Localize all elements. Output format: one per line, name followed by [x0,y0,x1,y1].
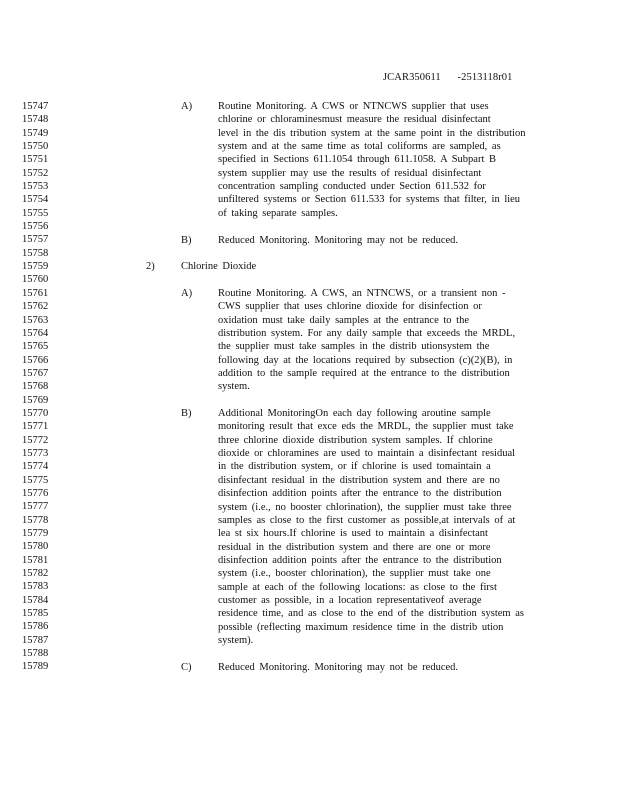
line-number: 15764 [22,327,49,339]
line-number: 15782 [22,568,49,580]
item-marker: B) [181,408,192,420]
text-line: system and at the same time as total coliforms are sampled, as [218,141,501,153]
text-line: three chlorine dioxide distribution system samples. If chlorine [218,434,493,446]
line-number: 15783 [22,581,49,593]
line-number: 15789 [22,661,49,673]
text-line: CWS supplier that uses chlorine dioxide for disinfection or [218,301,482,313]
text-line: Reduced Monitoring. Monitoring may not be reduced. [218,661,459,673]
text-line: possible (reflecting maximum residence time in the distrib ution [218,621,504,633]
item-marker: A) [181,101,193,112]
item-marker: B) [181,234,192,246]
text-line: distribution system. For any daily sample that exceeds the MRDL, [218,327,516,339]
line-number: 15751 [22,154,49,166]
line-number: 15760 [22,274,49,286]
text-line: oxidation must take daily samples at the entrance to the [218,314,469,326]
text-line: lea st six hours.If chlorine is used to maintain a disinfectant [218,528,488,540]
text-line: system (i.e., no booster chlorination), the supplier must take three [218,501,512,513]
text-line: residence time, and as close to the end of the distribution system as [218,608,524,620]
line-number: 15786 [22,621,49,633]
line-number: 15778 [22,514,49,526]
text-line: system (i.e., booster chlorination), the supplier must take one [218,568,491,580]
text-line: in the distribution system, or if chlorine is used tomaintain a [218,461,491,473]
line-number: 15768 [22,381,49,393]
line-number: 15784 [22,594,49,606]
line-number: 15767 [22,367,49,379]
document-code: JCAR350611 [383,72,441,83]
line-number: 15755 [22,207,49,219]
line-number: 15785 [22,608,49,620]
line-number: 15763 [22,314,49,326]
text-line: disinfectant residual in the distribution system and there are no [218,474,500,486]
text-line: Routine Monitoring. A CWS or NTNCWS supplier that uses [218,101,489,112]
line-number: 15788 [22,648,49,660]
line-number: 15771 [22,421,49,433]
item-marker: 2) [146,261,155,273]
text-line: the supplier must take samples in the distrib utionsystem the [218,341,490,353]
line-number: 15773 [22,447,49,459]
text-line: Chlorine Dioxide [181,261,257,273]
line-number: 15750 [22,141,49,153]
text-line: system supplier may use the results of residual disinfectant [218,167,482,179]
line-number: 15787 [22,634,49,646]
line-number: 15749 [22,127,49,139]
page-header [383,72,513,83]
text-line: of taking separate samples. [218,207,338,219]
line-number: 15753 [22,181,49,193]
line-number: 15761 [22,287,49,299]
text-line: disinfection addition points after the entrance to the distribution [218,554,502,566]
text-line: system). [218,635,254,646]
document-ref: -2513118r01 [457,72,513,83]
line-number: 15752 [22,167,49,179]
text-line: chlorine or chloraminesmust measure the residual disinfectant [218,114,491,126]
text-line: addition to the sample required at the entrance to the distribution [218,368,510,379]
text-line: customer as possible, in a location representativeof average [218,594,482,606]
text-line: dioxide or chloramines are used to maintain a disinfectant residual [218,448,516,460]
line-number: 15765 [22,341,49,353]
text-line: specified in Sections 611.1054 through 611.1058. A Subpart B [218,154,496,166]
item-marker: A) [181,287,193,299]
line-number: 15759 [22,261,49,273]
line-number: 15754 [22,194,49,206]
text-line: samples as close to the first customer as possible,at intervals of at [218,514,516,526]
text-line: level in the dis tribution system at the same point in the distribution [218,127,526,139]
line-number: 15766 [22,354,49,366]
line-number: 15770 [22,407,49,419]
line-number: 15779 [22,528,49,539]
text-line: Additional MonitoringOn each day following aroutine sample [218,408,491,420]
text-line: residual in the distribution system and there are one or more [218,541,491,553]
line-number-column [22,100,48,674]
line-number: 15769 [22,394,49,406]
line-number: 15774 [22,461,49,473]
item-marker: C) [181,661,192,673]
text-line: unfiltered systems or Section 611.533 for systems that filter, in lieu [218,194,521,206]
text-line: Routine Monitoring. A CWS, an NTNCWS, or a transient non - [218,287,506,299]
text-line: following day at the locations required by subsection (c)(2)(B), in [218,354,513,366]
line-number: 15762 [22,301,49,313]
line-number: 15748 [22,114,49,126]
text-line: disinfection addition points after the entrance to the distribution [218,488,502,500]
text-line: system. [218,381,250,393]
line-number: 15776 [22,487,49,499]
line-number: 15777 [22,501,49,513]
line-number: 15758 [22,247,49,259]
line-number: 15747 [22,101,49,112]
text-line: monitoring result that exce eds the MRDL, the supplier must take [218,421,514,433]
line-number: 15757 [22,234,49,246]
line-number: 15780 [22,541,49,553]
line-number: 15775 [22,474,49,486]
line-number: 15756 [22,221,49,233]
text-line: concentration sampling conducted under Section 611.532 for [218,181,486,193]
line-number: 15781 [22,554,49,566]
text-line: Reduced Monitoring. Monitoring may not be reduced. [218,234,459,246]
line-number: 15772 [22,434,49,446]
text-line: sample at each of the following locations: as close to the first [218,581,497,593]
